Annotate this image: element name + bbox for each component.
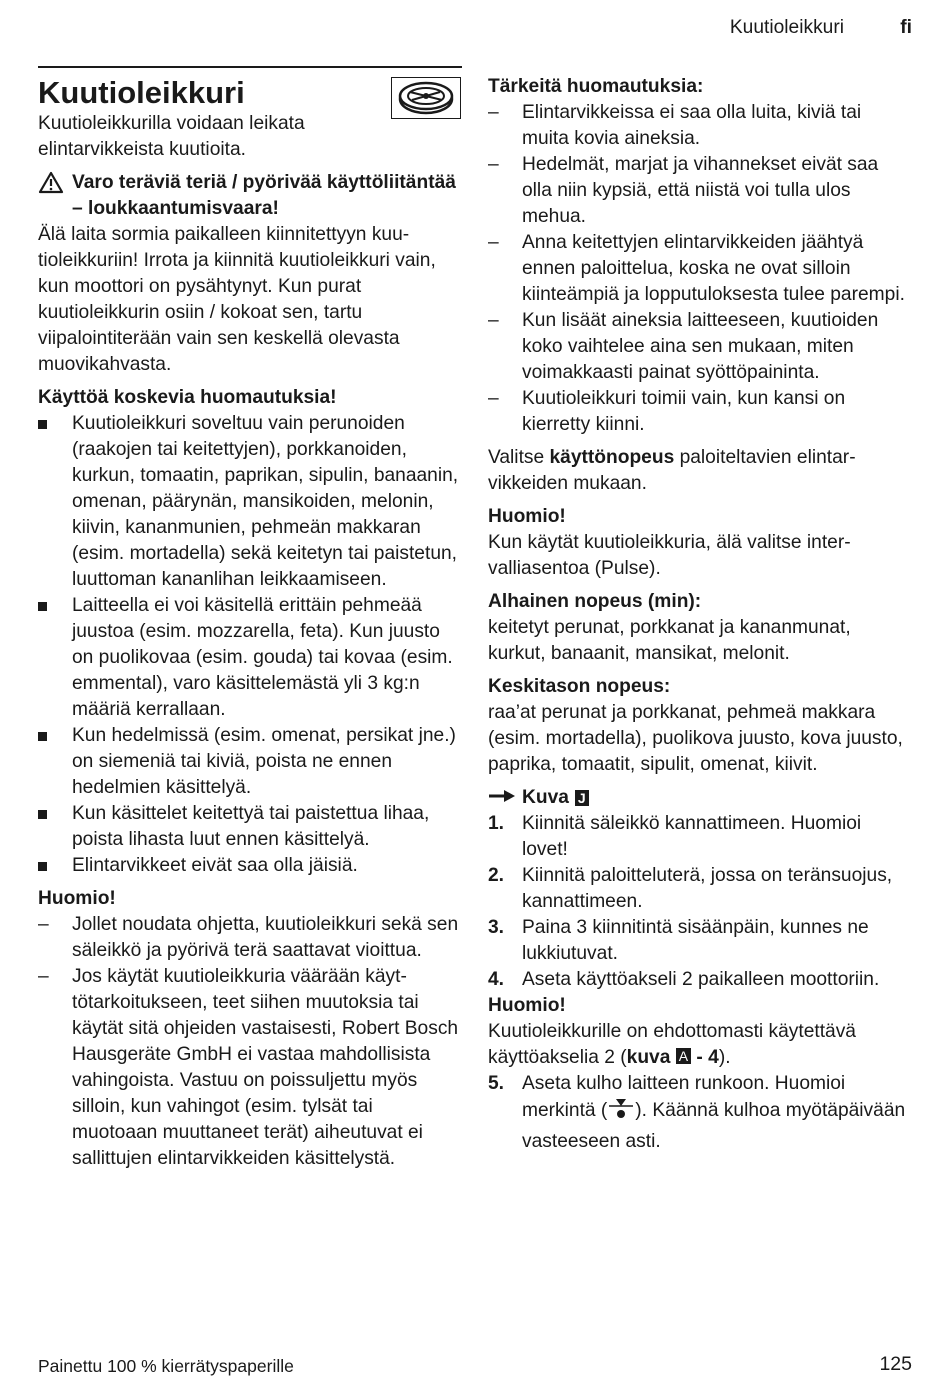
mid-speed-text: raa’at perunat ja porkkanat, pehmeä makkara (esim. mortadella), puolikova juusto, kova juusto, paprika, tomaatit, sipulit, omenat, kiivit.: [488, 702, 903, 775]
figure-reference: Kuva J: [488, 785, 912, 811]
warning-title: Varo teräviä teriä / pyörivää käyttöliitäntää – loukkaantumisvaara!: [72, 172, 456, 219]
speed-instruction: Valitse käyttönopeus paloiteltavien elintarvikkeiden mukaan.: [488, 447, 856, 494]
bullet-icon: [38, 602, 47, 611]
list-item: 1. Kiinnitä säleikkö kannattimeen. Huomioi lovet!: [488, 813, 862, 860]
warning-triangle-icon: [38, 170, 72, 222]
list-item: – Jollet noudata ohjetta, kuutioleikkuri sekä sen säleikkö ja pyörivä terä saattavat vioittua.: [38, 914, 459, 961]
note-title: Huomio!: [488, 506, 566, 527]
left-column: [38, 72, 462, 1172]
pulse-note-text: Kun käytät kuutioleikkuria, älä valitse intervalliasentoa (Pulse).: [488, 532, 851, 579]
steps-list-continued: [488, 1071, 912, 1155]
list-item: – Kun lisäät aineksia laitteeseen, kuutioiden koko vaihtelee aina sen mukaan, miten voimakkaasti painat syöttöpaininta.: [488, 310, 879, 383]
mid-speed-title: Keskitason nopeus:: [488, 676, 671, 697]
warning-text: Älä laita sormia paikalleen kiinnitettyyn kuutioleikkuriin! Irrota ja kiinnitä kuutioleikkuri vain, kun moottori on pysähtynyt. Kun purat kuutioleikkurin osiin / kokoat sen, tartu viipalointiterään vain sen keskellä olevasta muovikahvasta.: [38, 224, 436, 375]
arrow-right-icon: [488, 785, 522, 811]
list-item: 2. Kiinnitä paloitteluterä, jossa on teränsuojus, kannattimeen.: [488, 865, 893, 912]
list-item: – Elintarvikkeissa ei saa olla luita, kiviä tai muita kovia aineksia.: [488, 102, 862, 149]
important-notes-title: Tärkeitä huomautuksia:: [488, 76, 704, 97]
footer-note: Painettu 100 % kierrätyspaperille: [38, 1356, 294, 1376]
bullet-icon: [38, 862, 47, 871]
bullet-icon: [38, 810, 47, 819]
right-column: [488, 74, 912, 1155]
alignment-mark-icon: [607, 1097, 635, 1129]
list-item: Kun käsittelet keitettyä tai paistettua lihaa, poista lihasta luut ennen käsittelyä.: [38, 801, 462, 853]
list-item: Laitteella ei voi käsitellä erittäin pehmeää juustoa (esim. mozzarella, feta). Kun juusto on puolikovaa (esim. gouda) tai kovaa (esim. emmental), varo käsittelemästä yli 3 kg:n määriä kerrallaan.: [38, 593, 462, 723]
bullet-icon: [38, 732, 47, 741]
page-number: 125: [879, 1353, 912, 1375]
list-item: Kun hedelmissä (esim. omenat, persikat jne.) on siemeniä tai kiviä, poista ne ennen hedelmien käsittelyä.: [38, 723, 462, 801]
list-item: 4. Aseta käyttöakseli 2 paikalleen moottoriin.: [488, 969, 880, 990]
list-item: Elintarvikkeet eivät saa olla jäisiä.: [38, 853, 462, 879]
list-item: – Anna keitettyjen elintarvikkeiden jäähtyä ennen paloittelua, koska ne ovat silloin kiinteämpiä ja lopputuloksesta tulee parempi.: [488, 232, 905, 305]
language-code: fi: [900, 17, 912, 38]
running-header-title: Kuutioleikkuri: [729, 17, 844, 38]
list-item: Kuutioleikkuri soveltuu vain perunoiden (raakojen tai keitettyjen), porkkanoiden, kurkun, tomaatin, paprikan, sipulin, banaanin, omenan, päärynän, mansikoiden, melonin, kiivin, kananmunien, pehmeän makkaran (esim. mortadella) sekä keitetyn tai paistetun, luuttoman kananlihan leikkaamiseen.: [38, 411, 462, 593]
steps-list: [488, 811, 912, 993]
note-title: Huomio!: [38, 888, 116, 909]
note-list: [38, 912, 462, 1172]
list-item: 3. Paina 3 kiinnitintä sisäänpäin, kunnes ne lukkiutuvat.: [488, 917, 869, 964]
list-item: 5. Aseta kulho laitteen runkoon. Huomioi merkintä ( ). Käännä kulhoa myötäpäivään vasteeseen asti.: [488, 1073, 906, 1152]
bullet-icon: [38, 420, 47, 429]
important-notes-list: [488, 100, 912, 438]
usage-notes-title: Käyttöä koskevia huomautuksia!: [38, 387, 337, 408]
note-title: Huomio!: [488, 995, 566, 1016]
list-item: – Jos käytät kuutioleikkuria väärään käyttötarkoitukseen, teet siihen muutoksia tai käytät sitä ohjeiden vastaisesti, Robert Bosch Hausgeräte GmbH ei vastaa mahdollisista vahingoista. Vastuu on poissuljettu myös silloin, kun vahingot (esim. tylsät tai muotoaan muuttaneet terät) aiheutuvat ei sallittujen elintarvikkeiden käsittelystä.: [38, 966, 459, 1169]
drive-shaft-note: Kuutioleikkurille on ehdottomasti käytettävä käyttöakselia 2 (kuva A - 4).: [488, 1021, 856, 1068]
list-item: – Kuutioleikkuri toimii vain, kun kansi on kierretty kiinni.: [488, 388, 846, 435]
warning-heading: [38, 170, 462, 222]
heading-rule: [38, 66, 462, 68]
usage-notes-list: [38, 411, 462, 879]
low-speed-title: Alhainen nopeus (min):: [488, 591, 702, 612]
low-speed-text: keitetyt perunat, porkkanat ja kananmunat, kurkut, banaanit, mansikat, melonit.: [488, 617, 851, 664]
figure-letter-badge: A: [676, 1048, 691, 1064]
intro-text: Kuutioleikkurilla voidaan leikata elintarvikkeista kuutioita.: [38, 113, 305, 160]
figure-letter-badge: J: [575, 790, 589, 806]
page-title: Kuutioleikkuri: [38, 75, 245, 110]
list-item: – Hedelmät, marjat ja vihannekset eivät saa olla niin kypsiä, että niistä voi tulla ulos mehua.: [488, 154, 879, 227]
